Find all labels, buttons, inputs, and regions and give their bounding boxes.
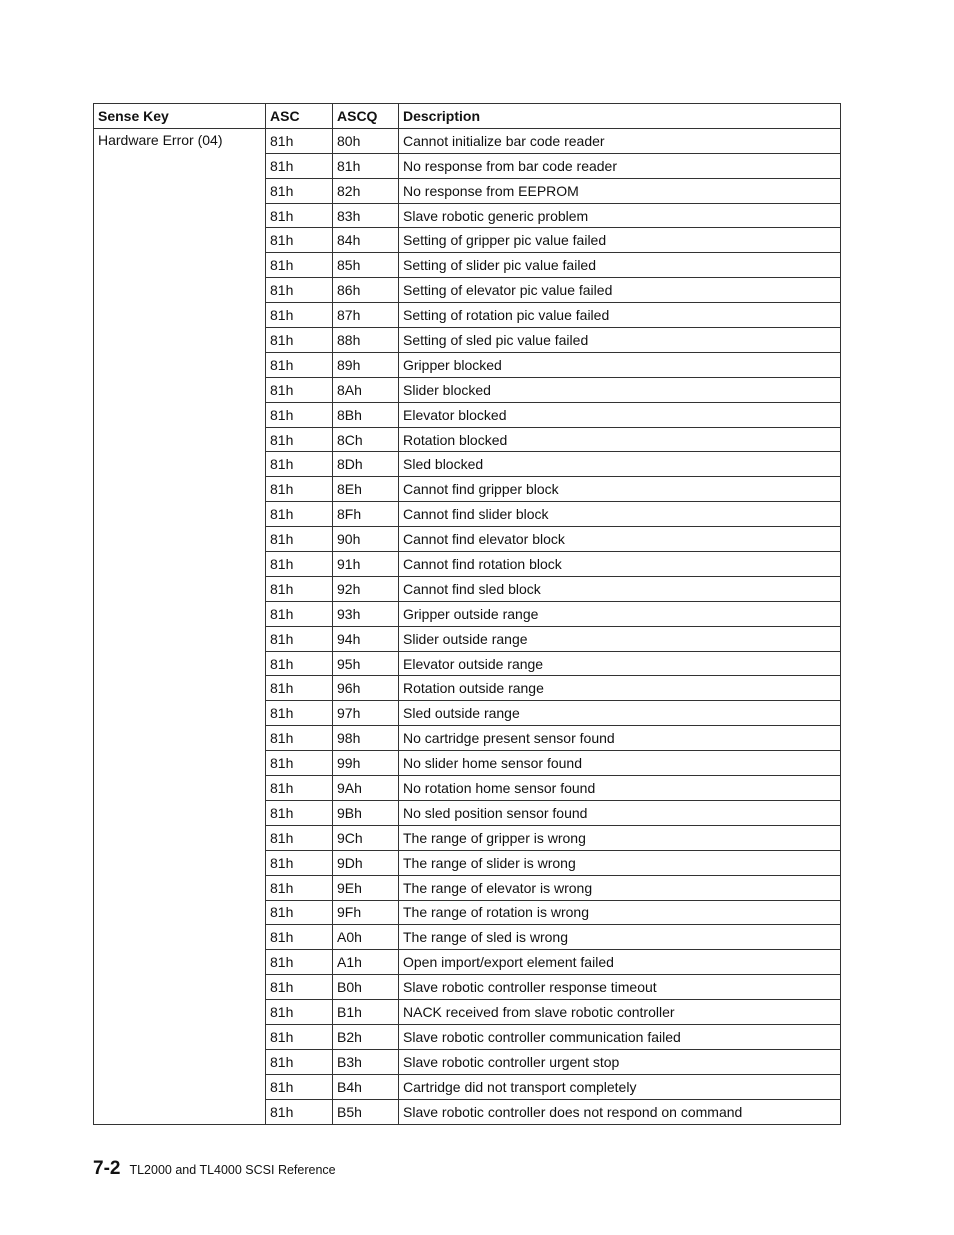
asc-cell: 81h <box>266 452 333 477</box>
asc-cell: 81h <box>266 278 333 303</box>
asc-cell: 81h <box>266 626 333 651</box>
description-cell: Slave robotic controller response timeout <box>399 975 841 1000</box>
description-cell: Slider outside range <box>399 626 841 651</box>
header-asc: ASC <box>266 104 333 129</box>
header-ascq: ASCQ <box>333 104 399 129</box>
asc-cell: 81h <box>266 402 333 427</box>
ascq-cell: 92h <box>333 576 399 601</box>
ascq-cell: 97h <box>333 701 399 726</box>
description-cell: Slave robotic controller does not respond on command <box>399 1099 841 1124</box>
ascq-cell: 81h <box>333 153 399 178</box>
ascq-cell: 91h <box>333 552 399 577</box>
asc-cell: 81h <box>266 377 333 402</box>
ascq-cell: 82h <box>333 178 399 203</box>
ascq-cell: 88h <box>333 328 399 353</box>
ascq-cell: 9Eh <box>333 875 399 900</box>
description-cell: The range of sled is wrong <box>399 925 841 950</box>
description-cell: Cannot initialize bar code reader <box>399 128 841 153</box>
ascq-cell: 89h <box>333 352 399 377</box>
description-cell: Slave robotic controller communication failed <box>399 1024 841 1049</box>
document-title: TL2000 and TL4000 SCSI Reference <box>129 1163 336 1177</box>
description-cell: Sled blocked <box>399 452 841 477</box>
asc-cell: 81h <box>266 676 333 701</box>
asc-cell: 81h <box>266 701 333 726</box>
description-cell: Setting of slider pic value failed <box>399 253 841 278</box>
ascq-cell: 96h <box>333 676 399 701</box>
description-cell: Gripper blocked <box>399 352 841 377</box>
asc-cell: 81h <box>266 128 333 153</box>
sense-code-table <box>93 103 841 1125</box>
ascq-cell: 98h <box>333 726 399 751</box>
description-cell: Open import/export element failed <box>399 950 841 975</box>
ascq-cell: B5h <box>333 1099 399 1124</box>
description-cell: Setting of gripper pic value failed <box>399 228 841 253</box>
ascq-cell: 86h <box>333 278 399 303</box>
ascq-cell: 93h <box>333 601 399 626</box>
description-cell: Rotation outside range <box>399 676 841 701</box>
ascq-cell: 8Dh <box>333 452 399 477</box>
description-cell: Slave robotic controller urgent stop <box>399 1049 841 1074</box>
ascq-cell: B4h <box>333 1074 399 1099</box>
asc-cell: 81h <box>266 477 333 502</box>
description-cell: No slider home sensor found <box>399 751 841 776</box>
asc-cell: 81h <box>266 527 333 552</box>
description-cell: The range of elevator is wrong <box>399 875 841 900</box>
asc-cell: 81h <box>266 776 333 801</box>
ascq-cell: 99h <box>333 751 399 776</box>
description-cell: Setting of rotation pic value failed <box>399 303 841 328</box>
description-cell: The range of gripper is wrong <box>399 825 841 850</box>
description-cell: No sled position sensor found <box>399 800 841 825</box>
description-cell: Elevator outside range <box>399 651 841 676</box>
table-row <box>94 128 841 153</box>
ascq-cell: B1h <box>333 1000 399 1025</box>
asc-cell: 81h <box>266 825 333 850</box>
ascq-cell: 95h <box>333 651 399 676</box>
description-cell: Sled outside range <box>399 701 841 726</box>
description-cell: The range of slider is wrong <box>399 850 841 875</box>
ascq-cell: 80h <box>333 128 399 153</box>
asc-cell: 81h <box>266 228 333 253</box>
description-cell: NACK received from slave robotic controller <box>399 1000 841 1025</box>
description-cell: No response from EEPROM <box>399 178 841 203</box>
asc-cell: 81h <box>266 576 333 601</box>
asc-cell: 81h <box>266 950 333 975</box>
asc-cell: 81h <box>266 800 333 825</box>
ascq-cell: 8Fh <box>333 502 399 527</box>
asc-cell: 81h <box>266 153 333 178</box>
description-cell: The range of rotation is wrong <box>399 900 841 925</box>
asc-cell: 81h <box>266 850 333 875</box>
ascq-cell: 9Fh <box>333 900 399 925</box>
asc-cell: 81h <box>266 303 333 328</box>
asc-cell: 81h <box>266 751 333 776</box>
ascq-cell: 85h <box>333 253 399 278</box>
asc-cell: 81h <box>266 203 333 228</box>
ascq-cell: 9Dh <box>333 850 399 875</box>
description-cell: No cartridge present sensor found <box>399 726 841 751</box>
description-cell: Cannot find elevator block <box>399 527 841 552</box>
ascq-cell: 8Bh <box>333 402 399 427</box>
table-body <box>94 128 841 1124</box>
asc-cell: 81h <box>266 1049 333 1074</box>
asc-cell: 81h <box>266 1000 333 1025</box>
ascq-cell: B3h <box>333 1049 399 1074</box>
description-cell: Setting of sled pic value failed <box>399 328 841 353</box>
page-footer <box>93 1158 336 1180</box>
ascq-cell: 84h <box>333 228 399 253</box>
asc-cell: 81h <box>266 552 333 577</box>
asc-cell: 81h <box>266 253 333 278</box>
asc-cell: 81h <box>266 651 333 676</box>
asc-cell: 81h <box>266 875 333 900</box>
ascq-cell: A1h <box>333 950 399 975</box>
ascq-cell: 9Ah <box>333 776 399 801</box>
asc-cell: 81h <box>266 975 333 1000</box>
sense-key-cell: Hardware Error (04) <box>94 128 266 1124</box>
asc-cell: 81h <box>266 900 333 925</box>
asc-cell: 81h <box>266 178 333 203</box>
description-cell: Rotation blocked <box>399 427 841 452</box>
ascq-cell: 90h <box>333 527 399 552</box>
description-cell: No rotation home sensor found <box>399 776 841 801</box>
asc-cell: 81h <box>266 601 333 626</box>
description-cell: Cannot find sled block <box>399 576 841 601</box>
asc-cell: 81h <box>266 925 333 950</box>
ascq-cell: 9Ch <box>333 825 399 850</box>
description-cell: Slave robotic generic problem <box>399 203 841 228</box>
ascq-cell: B0h <box>333 975 399 1000</box>
ascq-cell: A0h <box>333 925 399 950</box>
description-cell: Gripper outside range <box>399 601 841 626</box>
asc-cell: 81h <box>266 726 333 751</box>
description-cell: Setting of elevator pic value failed <box>399 278 841 303</box>
asc-cell: 81h <box>266 328 333 353</box>
ascq-cell: 83h <box>333 203 399 228</box>
page-number: 7-2 <box>93 1158 121 1179</box>
description-cell: No response from bar code reader <box>399 153 841 178</box>
description-cell: Cannot find gripper block <box>399 477 841 502</box>
ascq-cell: 87h <box>333 303 399 328</box>
header-sense-key: Sense Key <box>94 104 266 129</box>
ascq-cell: 8Ah <box>333 377 399 402</box>
ascq-cell: 94h <box>333 626 399 651</box>
ascq-cell: 8Ch <box>333 427 399 452</box>
asc-cell: 81h <box>266 1099 333 1124</box>
description-cell: Cartridge did not transport completely <box>399 1074 841 1099</box>
asc-cell: 81h <box>266 1024 333 1049</box>
ascq-cell: 8Eh <box>333 477 399 502</box>
asc-cell: 81h <box>266 1074 333 1099</box>
table-header-row <box>94 104 841 129</box>
asc-cell: 81h <box>266 352 333 377</box>
description-cell: Elevator blocked <box>399 402 841 427</box>
ascq-cell: B2h <box>333 1024 399 1049</box>
asc-cell: 81h <box>266 427 333 452</box>
asc-cell: 81h <box>266 502 333 527</box>
description-cell: Slider blocked <box>399 377 841 402</box>
description-cell: Cannot find slider block <box>399 502 841 527</box>
header-description: Description <box>399 104 841 129</box>
ascq-cell: 9Bh <box>333 800 399 825</box>
description-cell: Cannot find rotation block <box>399 552 841 577</box>
